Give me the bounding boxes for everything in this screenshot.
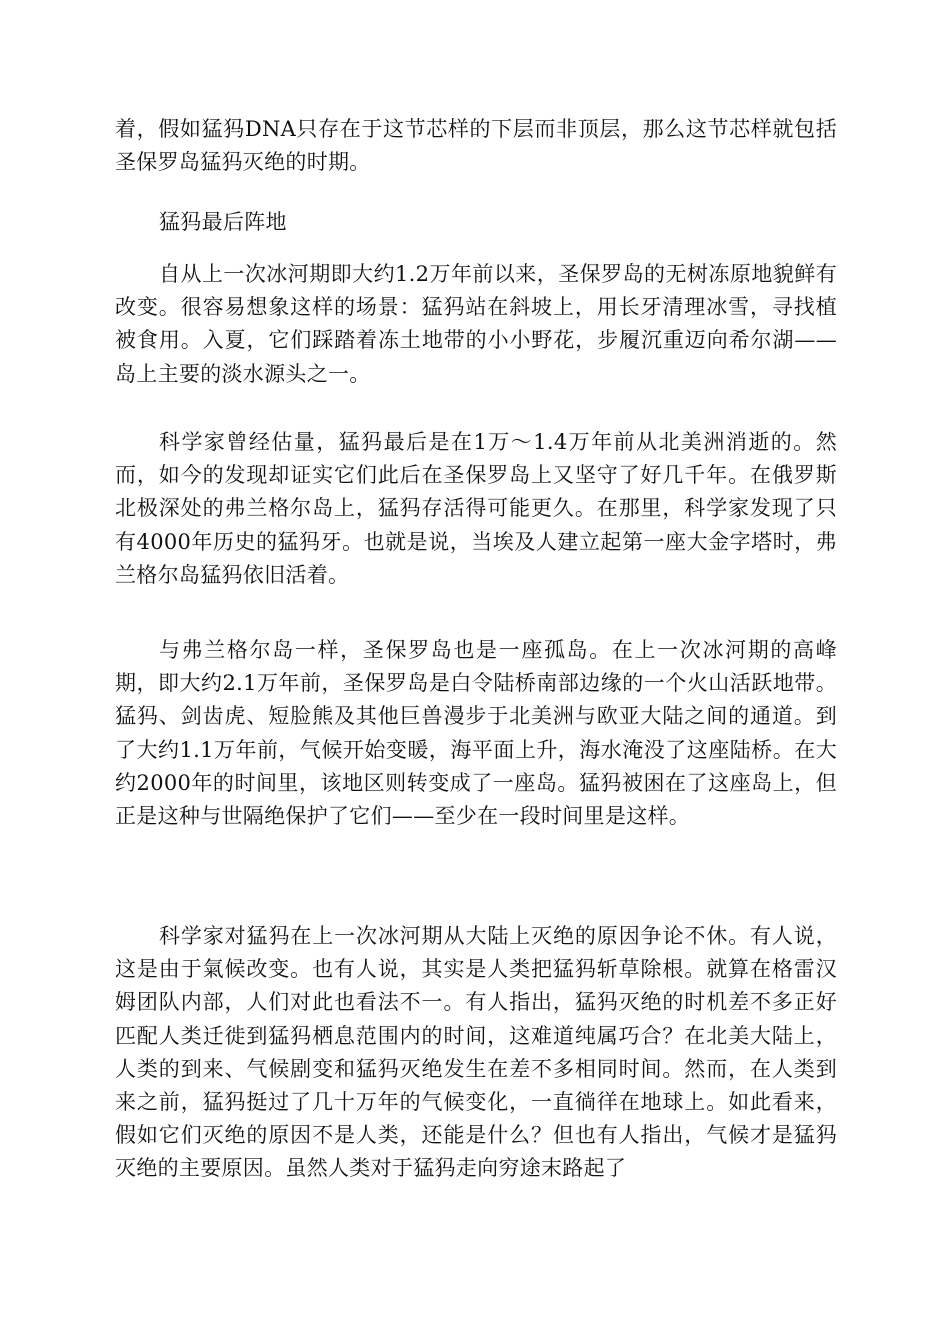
paragraph-continuation	[115, 113, 837, 179]
body-paragraph: 自从上一次冰河期即大约1.2万年前以来，圣保罗岛的无树冻原地貌鲜有改变。很容易想象这样的场景：猛犸站在斜坡上，用长牙清理冰雪，寻找植被食用。入夏，它们踩踏着冻土地带的小小野花，步履沉重迈向希尔湖——岛上主要的淡水源头之一。	[115, 262, 837, 386]
paragraph-block	[115, 634, 837, 833]
paragraph-block	[115, 920, 837, 1186]
body-paragraph: 着，假如猛犸DNA只存在于这节芯样的下层而非顶层，那么这节芯样就包括圣保罗岛猛犸灭绝的时期。	[115, 117, 837, 175]
body-paragraph: 科学家曾经估量，猛犸最后是在1万～1.4万年前从北美洲消逝的。然而，如今的发现却证实它们此后在圣保罗岛上又坚守了好几千年。在俄罗斯北极深处的弗兰格尔岛上，猛犸存活得可能更久。在那里，科学家发现了只有4000年历史的猛犸牙。也就是说，当埃及人建立起第一座大金字塔时，弗兰格尔岛猛犸依旧活着。	[115, 430, 837, 587]
paragraph-block	[115, 426, 837, 592]
section-heading-block	[115, 206, 837, 239]
section-heading: 猛犸最后阵地	[159, 210, 287, 234]
paragraph-block	[115, 258, 837, 391]
body-paragraph: 科学家对猛犸在上一次冰河期从大陆上灭绝的原因争论不休。有人说，这是由于氣候改变。也有人说，其实是人类把猛犸斩草除根。就算在格雷汉姆团队内部，人们对此也看法不一。有人指出，猛犸灭绝的时机差不多正好匹配人类迁徙到猛犸栖息范围内的时间，这难道纯属巧合？在北美大陆上，人类的到来、气候剧变和猛犸灭绝发生在差不多相同时间。然而，在人类到来之前，猛犸挺过了几十万年的气候变化，一直徜徉在地球上。如此看来，假如它们灭绝的原因不是人类，还能是什么？但也有人指出，气候才是猛犸灭绝的主要原因。虽然人类对于猛犸走向穷途末路起了	[115, 924, 837, 1181]
body-paragraph: 与弗兰格尔岛一样，圣保罗岛也是一座孤岛。在上一次冰河期的高峰期，即大约2.1万年前，圣保罗岛是白令陆桥南部边缘的一个火山活跃地带。猛犸、剑齿虎、短脸熊及其他巨兽漫步于北美洲与欧亚大陆之间的通道。到了大约1.1万年前，气候开始变暖，海平面上升，海水淹没了这座陆桥。在大约2000年的时间里，该地区则转变成了一座岛。猛犸被困在了这座岛上，但正是这种与世隔绝保护了它们——至少在一段时间里是这样。	[115, 638, 837, 829]
